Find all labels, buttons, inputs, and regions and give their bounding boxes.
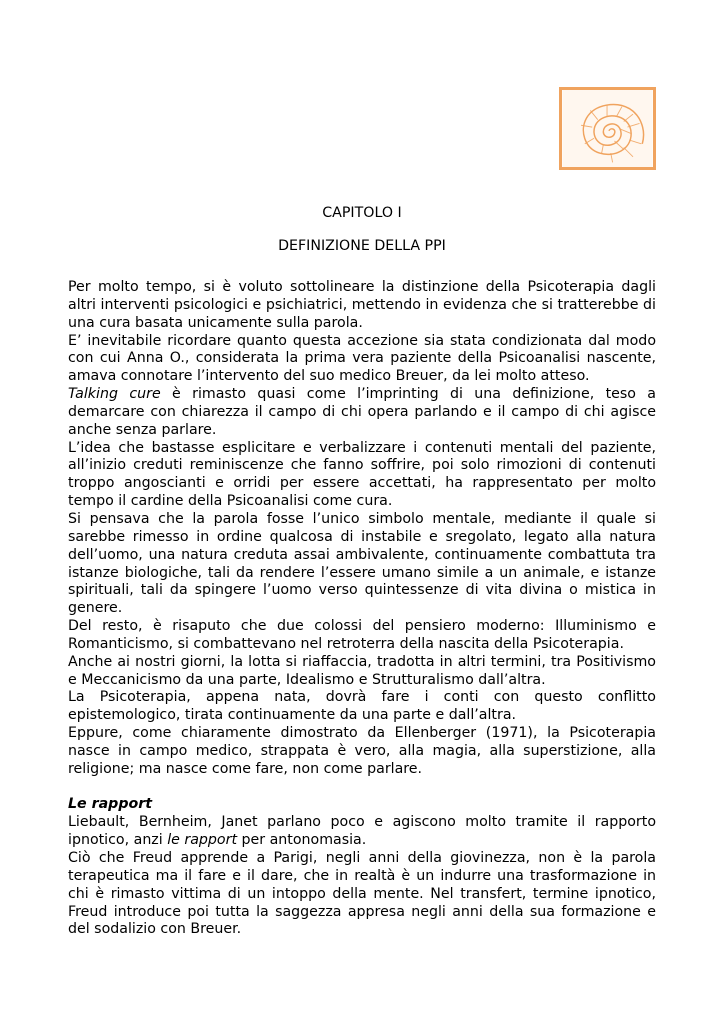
paragraph: Del resto, è risaputo che due colossi del pensiero moderno: Illuminismo e Romanticismo, si combattevano nel retroterra della nascita della Psicoterapia. <box>68 618 656 652</box>
paragraph-rest: è rimasto quasi come l’imprinting di una definizione, teso a demarcare con chiarezza il campo di chi opera parlando e il campo di chi agisce anche senza parlare. <box>68 386 656 438</box>
paragraph: Ciò che Freud apprende a Parigi, negli anni della giovinezza, non è la parola terapeutica ma il fare e il dare, che in realtà è un indurre una trasformazione in chi è rimasto vittima di un intoppo della mente. Nel transfert, termine ipnotico, Freud introduce poi tutta la saggezza appresa negli anni della sua formazione e del sodalizio con Breuer. <box>68 850 656 938</box>
paragraph: La Psicoterapia, appena nata, dovrà fare i conti con questo conflitto epistemologico, tirata continuamente da una parte e dall’altra. <box>68 689 656 724</box>
emphasis: Talking cure <box>68 386 161 403</box>
emphasis: le rapport <box>167 832 238 849</box>
paragraph: Si pensava che la parola fosse l’unico simbolo mentale, mediante il quale si sarebbe rimesso in ordine qualcosa di instabile e sregolato, legato alla natura dell’uomo, una natura creduta assai ambivalente, continuamente combattuta tra istanze biologiche, tali da rendere l’essere umano simile a un animale, e istanze spirituali, tali da spingere l’uomo verso quintessenze di vita divina o mistica in genere. <box>68 510 656 617</box>
paragraph: L’idea che bastasse esplicitare e verbalizzare i contenuti mentali del paziente, all’inizio creduti reminiscenze che fanno soffrire, poi solo rimozioni di contenuti troppo angoscianti e orridi per essere accettati, ha rappresentato per molto tempo il cardine della Psicoanalisi come cura. <box>68 439 656 510</box>
paragraph-text: Liebault, Bernheim, Janet parlano poco e agiscono molto tramite il rapporto ipnotico, anzi <box>68 814 656 849</box>
paragraph: Eppure, come chiaramente dimostrato da Ellenberger (1971), la Psicoterapia nasce in campo medico, strappata è vero, alla magia, alla superstizione, alla religione; ma nasce come fare, non come parlare. <box>68 725 656 777</box>
paragraph: Per molto tempo, si è voluto sottolineare la distinzione della Psicoterapia dagli altri interventi psicologici e psichiatrici, mettendo in evidenza che si tratterebbe di una cura basata unicamente sulla parola. <box>68 279 656 331</box>
ammonite-spiral-icon <box>559 87 656 170</box>
paragraph-text: per antonomasia. <box>237 832 367 849</box>
paragraph <box>68 814 656 850</box>
chapter-subtitle: DEFINIZIONE DELLA PPI <box>278 238 446 254</box>
paragraph: E’ inevitabile ricordare quanto questa accezione sia stata condizionata dal modo con cui Anna O., considerata la prima vera paziente della Psicoanalisi nascente, amava connotare l’intervento del suo medico Breuer, da lei molto atteso. <box>68 332 656 385</box>
chapter-title: CAPITOLO I <box>322 205 402 221</box>
paragraph <box>68 386 656 440</box>
body-text <box>68 279 656 939</box>
section-heading: Le rapport <box>68 796 153 813</box>
paragraph: Anche ai nostri giorni, la lotta si riaffaccia, tradotta in altri termini, tra Positivismo e Meccanicismo da una parte, Idealismo e Strutturalismo dall’altra. <box>68 653 656 688</box>
